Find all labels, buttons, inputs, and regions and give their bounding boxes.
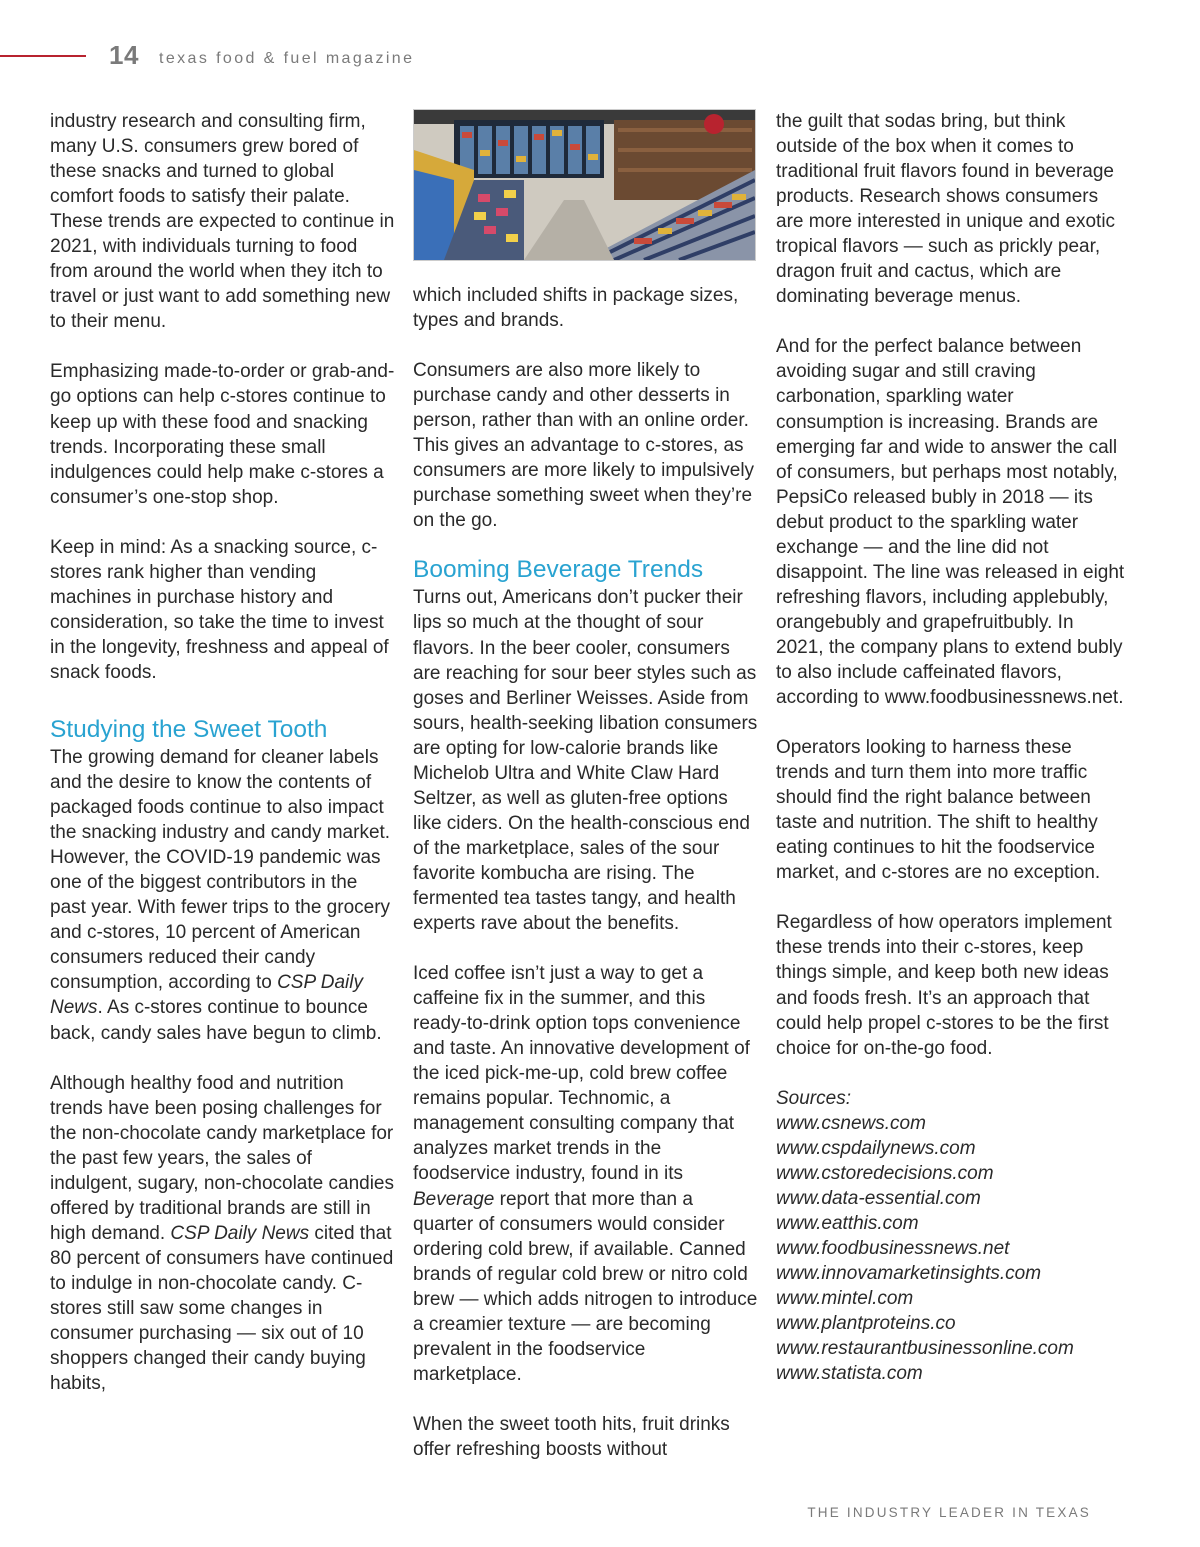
paragraph: Although healthy food and nutrition trends have been posing challenges for the non-chocolate candy marketplace for the past few years, the sales of indulgent, sugary, non-chocolate candies offered by traditional brands are still in high demand. CSP Daily News cited that 80 percent of consumers have continued to indulge in non-chocolate candy. C-stores still saw some changes in consumer purchasing — six out of 10 shoppers changed their candy buying habits, (50, 1072, 394, 1395)
paragraph: Regardless of how operators implement these trends into their c-stores, keep things simple, and keep both new ideas and foods fresh. It’s an approach that could help propel c-stores to be the first choice for on-the-go food. (776, 912, 1112, 1059)
paragraph: Iced coffee isn’t just a way to get a caffeine fix in the summer, and this ready-to-drink option tops convenience and taste. An innovative development of the iced pick-me-up, cold brew coffee remains popular. Technomic, a management consulting company that analyzes market trends in the foodservice industry, found in its Beverage report that more than a quarter of consumers would consider ordering cold brew, if available. Canned brands of regular cold brew or nitro cold brew — which adds nitrogen to introduce a creamier texture — are becoming prevalent in the foodservice marketplace. (413, 963, 758, 1385)
paragraph: Consumers are also more likely to purchase candy and other desserts in person, rather than with an online order. This gives an advantage to c-stores, as consumers are more likely to impulsively purchase something sweet when they’re on the go. (413, 360, 755, 532)
source-link: www.data-essential.com (776, 1187, 981, 1209)
source-link: www.restaurantbusinessonline.com (776, 1338, 1074, 1360)
source-link: www.csnews.com (776, 1112, 926, 1134)
paragraph: The growing demand for cleaner labels and the desire to know the contents of packaged foods continue to also impact the snacking industry and candy market. However, the COVID-19 pandemic was one of the biggest contributors in the past year. With fewer trips to the grocery and c-stores, 10 percent of American consumers reduced their candy consumption, according to CSP Daily News. As c-stores continue to bounce back, candy sales have begun to climb. (50, 746, 391, 1044)
section-heading-sweet-tooth: Studying the Sweet Tooth (50, 715, 328, 743)
paragraph: When the sweet tooth hits, fruit drinks offer refreshing boosts without (413, 1413, 730, 1460)
column-1 (50, 109, 395, 1396)
paragraph: the guilt that sodas bring, but think outside of the box when it comes to traditional fruit flavors found in beverage products. Research shows consumers are more interested in unique and exotic tropical flavors — such as prickly pear, dragon fruit and cactus, which are dominating beverage menus. (776, 111, 1116, 308)
paragraph: which included shifts in package sizes, types and brands. (413, 285, 739, 332)
source-link: www.eatthis.com (776, 1212, 919, 1234)
store-aisle-photo (413, 109, 756, 261)
source-link: www.statista.com (776, 1363, 923, 1385)
source-link: www.foodbusinessnews.net (776, 1237, 1010, 1259)
sources-list (776, 1086, 1126, 1387)
sources-label: Sources: (776, 1087, 851, 1109)
paragraph: And for the perfect balance between avoiding sugar and still craving carbonation, sparkling water consumption is increasing. Brands are emerging far and wide to answer the call of consumers, but perhaps most notably, PepsiCo released bubly in 2018 — its debut product to the sparkling water exchange — and the line did not disappoint. The line was released in eight refreshing flavors, including applebubly, orangebubly and grapefruitbubly. In 2021, the company plans to extend bubly to also include caffeinated flavors, according to www.foodbusinessnews.net. (776, 336, 1125, 709)
paragraph: Keep in mind: As a snacking source, c-stores rank higher than vending machines in purchase history and consideration, so take the time to invest in the longevity, freshness and appeal of snack foods. (50, 536, 389, 683)
source-link: www.plantproteins.co (776, 1313, 956, 1335)
paragraph: Operators looking to harness these trends and turn them into more traffic should find the right balance between taste and nutrition. The shift to healthy eating continues to hit the foodservice market, and c-stores are no exception. (776, 737, 1101, 884)
column-2 (413, 109, 758, 1462)
source-link: www.innovamarketinsights.com (776, 1262, 1042, 1284)
source-link: www.mintel.com (776, 1288, 914, 1310)
paragraph: Turns out, Americans don’t pucker their lips so much at the thought of sour flavors. In the beer cooler, consumers are reaching for sour beer styles such as goses and Berliner Weisses. Aside from sours, health-seeking libation consumers are opting for low-calorie brands like Michelob Ultra and White Claw Hard Seltzer, as well as gluten-free options like ciders. On the health-conscious end of the marketplace, sales of the sour favorite kombucha are rising. The fermented tea tastes tangy, and health experts rave about the benefits. (413, 587, 758, 935)
footer-tagline: THE INDUSTRY LEADER IN TEXAS (807, 1505, 1091, 1520)
source-link: www.cspdailynews.com (776, 1137, 976, 1159)
column-3 (776, 109, 1126, 1386)
publication-title: texas food & fuel magazine (159, 50, 415, 67)
page-number: 14 (109, 40, 139, 70)
section-heading-beverage-trends: Booming Beverage Trends (413, 556, 704, 584)
paragraph: industry research and consulting firm, many U.S. consumers grew bored of these snacks and turned to global comfort foods to satisfy their palate. These trends are expected to continue in 2021, with individuals turning to food from around the world when they itch to travel or just want to add something new to their menu. (50, 111, 395, 333)
header-rule (0, 55, 86, 57)
source-link: www.cstoredecisions.com (776, 1162, 994, 1184)
paragraph: Emphasizing made-to-order or grab-and-go options can help c-stores continue to keep up with these food and snacking trends. Incorporating these small indulgences could help make c-stores a consumer’s one-stop shop. (50, 361, 395, 508)
